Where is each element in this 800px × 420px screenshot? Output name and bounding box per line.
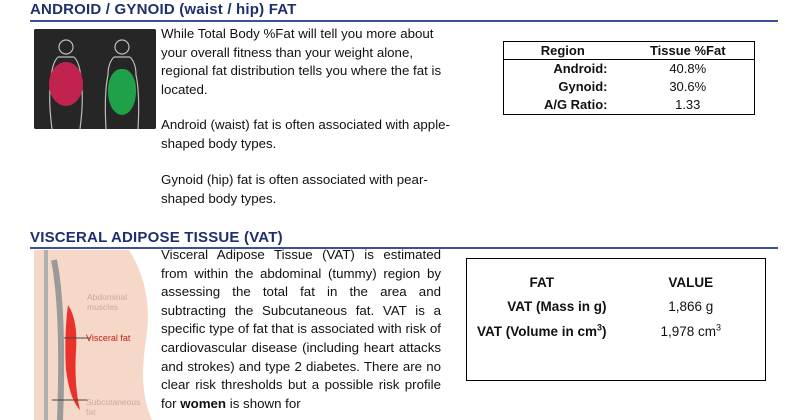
column-header-value: VALUE [668,275,714,290]
row-label-gynoid: Gynoid: [558,79,608,94]
android-paragraph: Android (waist) fat is often associated with apple-shaped body types. [161,117,450,151]
row-label-ag-ratio: A/G Ratio: [504,96,622,115]
column-header-fat: FAT [529,275,554,290]
regional-fat-table [503,41,755,115]
section-divider [30,20,778,22]
vat-volume-value-sup: 3 [716,322,722,333]
label-abdominal-muscles: Abdominal muscles [87,292,128,312]
column-header-tissue-fat: Tissue %Fat [622,42,755,60]
intro-paragraph: While Total Body %Fat will tell you more about your overall fitness than your weight alone, regional fat distribution tells you where the fat is located. [161,26,442,97]
table-row [504,60,755,79]
column-header-region: Region [504,42,622,60]
table-row [504,78,755,96]
table-row [504,96,755,115]
label-subcutaneous-fat: Subcutaneous fat [86,397,141,417]
gynoid-fat-region [108,69,136,115]
vat-paragraph-tail: is shown for [229,395,301,411]
table-row [467,319,766,381]
row-value-gynoid: 30.6% [669,79,707,94]
vat-paragraph-emphasis: women [180,395,227,411]
section-title-android-gynoid: ANDROID / GYNOID (waist / hip) FAT [30,1,297,18]
vat-paragraph [161,246,441,413]
vat-volume-label-sup: 3 [596,322,602,333]
table-header-row [504,42,755,60]
vat-volume-value-text: 1,978 cm [660,324,716,339]
table-header-row [467,259,766,295]
row-value-ag-ratio: 1.33 [622,96,755,115]
gynoid-paragraph: Gynoid (hip) fat is often associated with pear-shaped body types. [161,172,428,206]
section-title-vat: VISCERAL ADIPOSE TISSUE (VAT) [30,229,283,246]
label-visceral-fat: Visceral fat [86,333,131,343]
row-label-vat-mass: VAT (Mass in g) [507,299,607,314]
vat-volume-label-end: ) [602,324,607,339]
vat-volume-label-text: VAT (Volume in cm [476,324,597,339]
row-value-android: 40.8% [669,61,707,76]
body-silhouette-image [34,29,156,129]
row-label-android: Android: [553,61,608,76]
vat-table [466,258,766,381]
android-fat-region [49,62,83,106]
vat-paragraph-text: Visceral Adipose Tissue (VAT) is estimated from within the abdominal (tummy) region by assessing the total fat in the area and subtracting the Subcutaneous fat. VAT is a specific type of fat that is associated with risk of cardiovascular disease (including heart attacks and strokes) and type 2 diabetes. There are no clear risk thresholds but a possible risk profile for [161,247,441,411]
row-value-vat-volume [617,319,766,381]
vat-diagram-image [34,250,156,420]
row-value-vat-mass: 1,866 g [668,299,714,314]
table-row [467,294,766,319]
row-label-vat-volume [467,319,617,381]
